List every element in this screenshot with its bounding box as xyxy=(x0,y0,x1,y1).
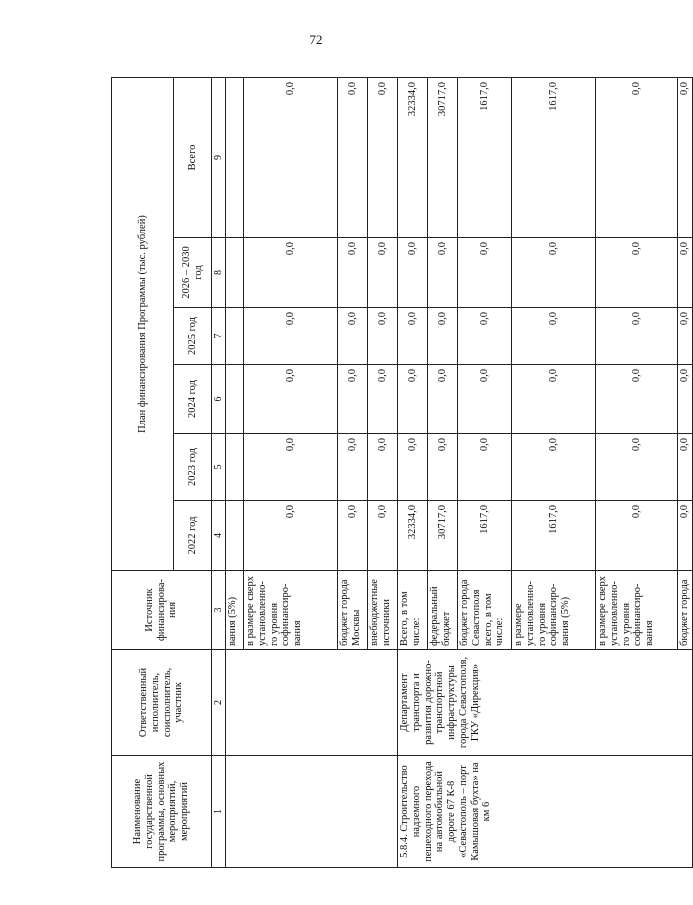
value-cell: 0,0 xyxy=(458,434,512,501)
value-cell: 0,0 xyxy=(398,238,428,308)
value-cell: 1617,0 xyxy=(512,501,596,571)
value-cell: 32334,0 xyxy=(398,501,428,571)
value-cell: 0,0 xyxy=(244,238,338,308)
header-year-2025: 2025 год xyxy=(174,308,212,365)
value-cell: 30717,0 xyxy=(428,77,458,237)
value-cell: 0,0 xyxy=(596,238,678,308)
value-cell: 0,0 xyxy=(678,308,693,365)
page-number: 72 xyxy=(309,32,323,47)
value-cell: 0,0 xyxy=(338,238,368,308)
source-cell: бюджет города Москвы xyxy=(338,571,368,650)
column-index: 8 xyxy=(212,238,226,308)
value-cell xyxy=(226,77,244,237)
value-cell: 0,0 xyxy=(512,434,596,501)
value-cell: 0,0 xyxy=(678,238,693,308)
column-index: 6 xyxy=(212,365,226,434)
value-cell: 0,0 xyxy=(244,77,338,237)
header-year-2023: 2023 год xyxy=(174,434,212,501)
table-row xyxy=(398,77,428,867)
value-cell: 0,0 xyxy=(428,434,458,501)
value-cell: 0,0 xyxy=(678,365,693,434)
value-cell: 0,0 xyxy=(678,77,693,237)
column-index: 9 xyxy=(212,77,226,237)
header-source: Источник финансирова-ния xyxy=(112,571,212,650)
value-cell xyxy=(226,365,244,434)
header-year-2024: 2024 год xyxy=(174,365,212,434)
header-year-2026-2030: 2026 – 2030 год xyxy=(174,238,212,308)
value-cell: 30717,0 xyxy=(428,501,458,571)
value-cell: 0,0 xyxy=(338,365,368,434)
value-cell: 0,0 xyxy=(368,77,398,237)
header-program-name: Наименование государственной программы, основных мероприятий, мероприятий xyxy=(112,756,212,868)
value-cell: 0,0 xyxy=(338,501,368,571)
value-cell: 0,0 xyxy=(596,308,678,365)
table-row xyxy=(226,77,244,867)
value-cell xyxy=(226,434,244,501)
source-cell: в размере сверх установленно-го уровня софинансиро-вания xyxy=(596,571,678,650)
value-cell: 0,0 xyxy=(596,77,678,237)
header-financing-plan: План финансирования Программы (тыс. рублей) xyxy=(112,77,174,570)
value-cell: 0,0 xyxy=(244,308,338,365)
source-cell: внебюджетные источники xyxy=(368,571,398,650)
responsible-cell: Департамент транспорта и развития дорожно-транспортной инфраструктуры города Севастополя, ГКУ «Дирекция» xyxy=(398,650,693,756)
value-cell xyxy=(226,501,244,571)
value-cell: 0,0 xyxy=(398,365,428,434)
value-cell xyxy=(226,238,244,308)
source-cell: вания (5%) xyxy=(226,571,244,650)
value-cell: 0,0 xyxy=(678,501,693,571)
column-index: 2 xyxy=(212,650,226,756)
column-index: 7 xyxy=(212,308,226,365)
value-cell: 0,0 xyxy=(512,365,596,434)
previous-responsible-cell xyxy=(226,650,398,756)
header-year-2022: 2022 год xyxy=(174,501,212,571)
source-cell: федеральный бюджет xyxy=(428,571,458,650)
value-cell: 0,0 xyxy=(338,434,368,501)
value-cell: 0,0 xyxy=(512,308,596,365)
column-index: 3 xyxy=(212,571,226,650)
column-index: 4 xyxy=(212,501,226,571)
value-cell: 0,0 xyxy=(368,434,398,501)
column-index: 1 xyxy=(212,756,226,868)
value-cell: 0,0 xyxy=(244,501,338,571)
value-cell: 0,0 xyxy=(428,308,458,365)
source-cell: бюджет города xyxy=(678,571,693,650)
value-cell: 0,0 xyxy=(428,365,458,434)
value-cell: 1617,0 xyxy=(512,77,596,237)
value-cell: 0,0 xyxy=(338,308,368,365)
column-index: 5 xyxy=(212,434,226,501)
value-cell: 0,0 xyxy=(398,434,428,501)
financing-table xyxy=(111,77,693,868)
value-cell: 0,0 xyxy=(458,365,512,434)
value-cell xyxy=(226,308,244,365)
value-cell: 0,0 xyxy=(596,501,678,571)
event-name-cell: 5.8.4. Строительство надземного пешеходного перехода на автомобильной дороге 67 К-8 «Севастополь – порт Камышовая бухта» на км 6 xyxy=(398,756,693,868)
table-frame xyxy=(111,78,690,868)
value-cell: 1617,0 xyxy=(458,77,512,237)
value-cell: 0,0 xyxy=(368,365,398,434)
header-responsible: Ответственный исполнитель, соисполнитель, участник xyxy=(112,650,212,756)
previous-event-name-cell xyxy=(226,756,398,868)
value-cell: 0,0 xyxy=(398,308,428,365)
value-cell: 0,0 xyxy=(368,238,398,308)
value-cell: 0,0 xyxy=(458,308,512,365)
value-cell: 32334,0 xyxy=(398,77,428,237)
value-cell: 0,0 xyxy=(678,434,693,501)
value-cell: 0,0 xyxy=(458,238,512,308)
value-cell: 0,0 xyxy=(244,434,338,501)
value-cell: 0,0 xyxy=(428,238,458,308)
source-cell: Всего, в том числе: xyxy=(398,571,428,650)
value-cell: 1617,0 xyxy=(458,501,512,571)
source-cell: в размере сверх установленно-го уровня софинансиро-вания xyxy=(244,571,338,650)
source-cell: в размере установленно-го уровня софинансиро-вания (5%) xyxy=(512,571,596,650)
source-cell: бюджет города Севастополя всего, в том числе: xyxy=(458,571,512,650)
value-cell: 0,0 xyxy=(596,365,678,434)
value-cell: 0,0 xyxy=(512,238,596,308)
rotated-table-area xyxy=(111,78,690,868)
value-cell: 0,0 xyxy=(368,501,398,571)
value-cell: 0,0 xyxy=(244,365,338,434)
value-cell: 0,0 xyxy=(596,434,678,501)
header-total: Всего xyxy=(174,77,212,237)
value-cell: 0,0 xyxy=(368,308,398,365)
value-cell: 0,0 xyxy=(338,77,368,237)
